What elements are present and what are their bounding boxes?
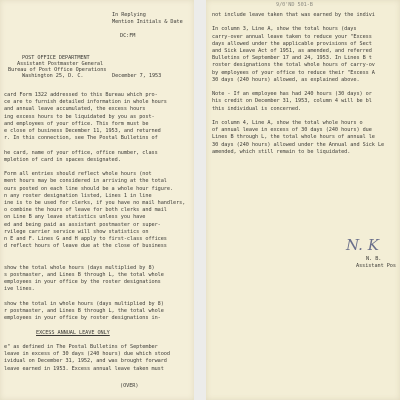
signer-title: Assistant Pos <box>356 263 396 269</box>
body-line: not include leave taken that was earned by the indivi <box>212 12 375 18</box>
body-line: Bulletins of September 17 and 24, 1953. In Lines B t <box>212 55 372 62</box>
letter-page-right <box>206 0 400 400</box>
reply-instruction-line-1: In Replying <box>112 12 146 18</box>
archive-stamp: 9/0'ND 501-B <box>276 2 313 8</box>
body-line: 30 days (240 hours) allowed, as explained above. <box>212 76 360 83</box>
body-line: of annual leave in excess of 30 days (240 hours) due <box>212 127 372 134</box>
signature <box>346 236 379 254</box>
body-line: amended, which still remain to be liquidated. <box>212 148 351 155</box>
body-line: ment hours may be considered in arriving at the total <box>4 178 167 185</box>
body-line: n E and F. Lines G and H apply to first-class offices <box>4 236 167 242</box>
letter-date: December 7, 1953 <box>112 73 162 79</box>
body-line: e" as defined in The Postal Bulletins of September <box>4 344 158 350</box>
body-line: In column 3, Line A, show the total hours (days <box>212 26 357 33</box>
letterhead-department: POST OFFICE DEPARTMENT <box>22 55 90 61</box>
reference-initials: DC:FM <box>120 33 136 39</box>
body-line: he card, name of your office, office number, class <box>4 149 158 156</box>
letterhead-bureau: Bureau of Post Office Operations <box>8 67 107 73</box>
signer-initials: N. B. <box>366 256 382 262</box>
body-line: rvilege carrier service will show statistics on <box>4 228 149 235</box>
body-line: d reflect hours of leave due at the close of business <box>4 243 167 250</box>
body-line: employees in your office by the roster designations <box>4 279 161 286</box>
body-line: ing excess hours to be liquidated by you as post- <box>4 113 155 120</box>
body-line: o combine the hours of leave for both clerks and mail <box>4 207 167 214</box>
body-line: ive lines. <box>4 286 35 293</box>
body-line: and employees of your office. This form must be <box>4 120 149 127</box>
body-line: days allowed under the applicable provisions of Sect <box>212 40 372 47</box>
body-line: Note - If an employee has had 240 hours (30 days) or <box>212 91 372 98</box>
body-line: and annual leave accumulated, the excess hours <box>4 106 146 113</box>
body-line: show the total in whole hours (days multiplied by 8) <box>4 300 164 307</box>
body-line: carry-over annual leave taken to reduce your "Excess <box>212 33 372 40</box>
letterhead-office: Assistant Postmaster General <box>17 61 104 67</box>
body-line: r postmaster, and Lines B through L, the total whole <box>4 308 164 314</box>
signature-text: N. K <box>346 236 379 254</box>
body-line: on Line B any leave statistics unless you have <box>4 214 146 221</box>
letter-page-left <box>0 0 194 400</box>
body-line: this individual is concerned. <box>212 105 302 112</box>
body-line: mpletion of card in spaces designated. <box>4 156 121 163</box>
body-line: leave earned in 1953. Excess annual leave taken must <box>4 365 164 372</box>
body-line: ce are to furnish detailed information in whole hours <box>4 99 167 106</box>
body-line: ine is to be used for clerks, if you have no mail handlers, <box>4 200 186 206</box>
body-line: n any roster designation listed, Lines 1 in line <box>4 192 152 199</box>
body-line: roster designations the total whole hours of carry-ov <box>212 62 375 69</box>
body-line: In column 4, Line A, show the total whole hours o <box>212 120 363 126</box>
body-line: r. In this connection, see The Postal Bulletins of <box>4 135 158 142</box>
body-line: Form all entries should reflect whole hours (not <box>4 171 152 178</box>
body-line: ed and being paid as assistant postmaster or super- <box>4 221 161 228</box>
body-line: 30 days (240 hours) allowed under the Annual and Sick Le <box>212 141 385 148</box>
body-line: Lines B through L, the total whole hours of annual le <box>212 134 375 141</box>
body-line: his credit on December 31, 1953, column 4 will be bl <box>212 98 372 105</box>
body-line: employees in your office by roster designations in- <box>4 315 161 322</box>
body-line: by employees of your office to reduce their "Excess A <box>212 69 375 76</box>
body-line: ividual on December 31, 1952, and was brought forward <box>4 358 167 365</box>
body-line: s postmaster, and Lines B through L, the total whole <box>4 272 164 278</box>
section-heading: EXCESS ANNUAL LEAVE ONLY <box>36 329 110 336</box>
body-line: card Form 1322 addressed to this Bureau which pro- <box>4 92 158 98</box>
letterhead-city: Washington 25, D. C. <box>22 73 84 79</box>
body-line: leave in excess of 30 days (240 hours) due which stood <box>4 351 170 358</box>
over-label: (OVER) <box>120 383 139 389</box>
body-line: and Sick Leave Act of 1951, as amended, and referred <box>212 48 372 54</box>
body-line: ours posted on each line should be a whole hour figure. <box>4 185 174 192</box>
body-line: show the total whole hours (days multiplied by 8) <box>4 264 155 271</box>
reply-instruction-line-2: Mention Initials & Date <box>112 19 183 25</box>
body-line: e close of business December 11, 1953, and returned <box>4 128 161 134</box>
